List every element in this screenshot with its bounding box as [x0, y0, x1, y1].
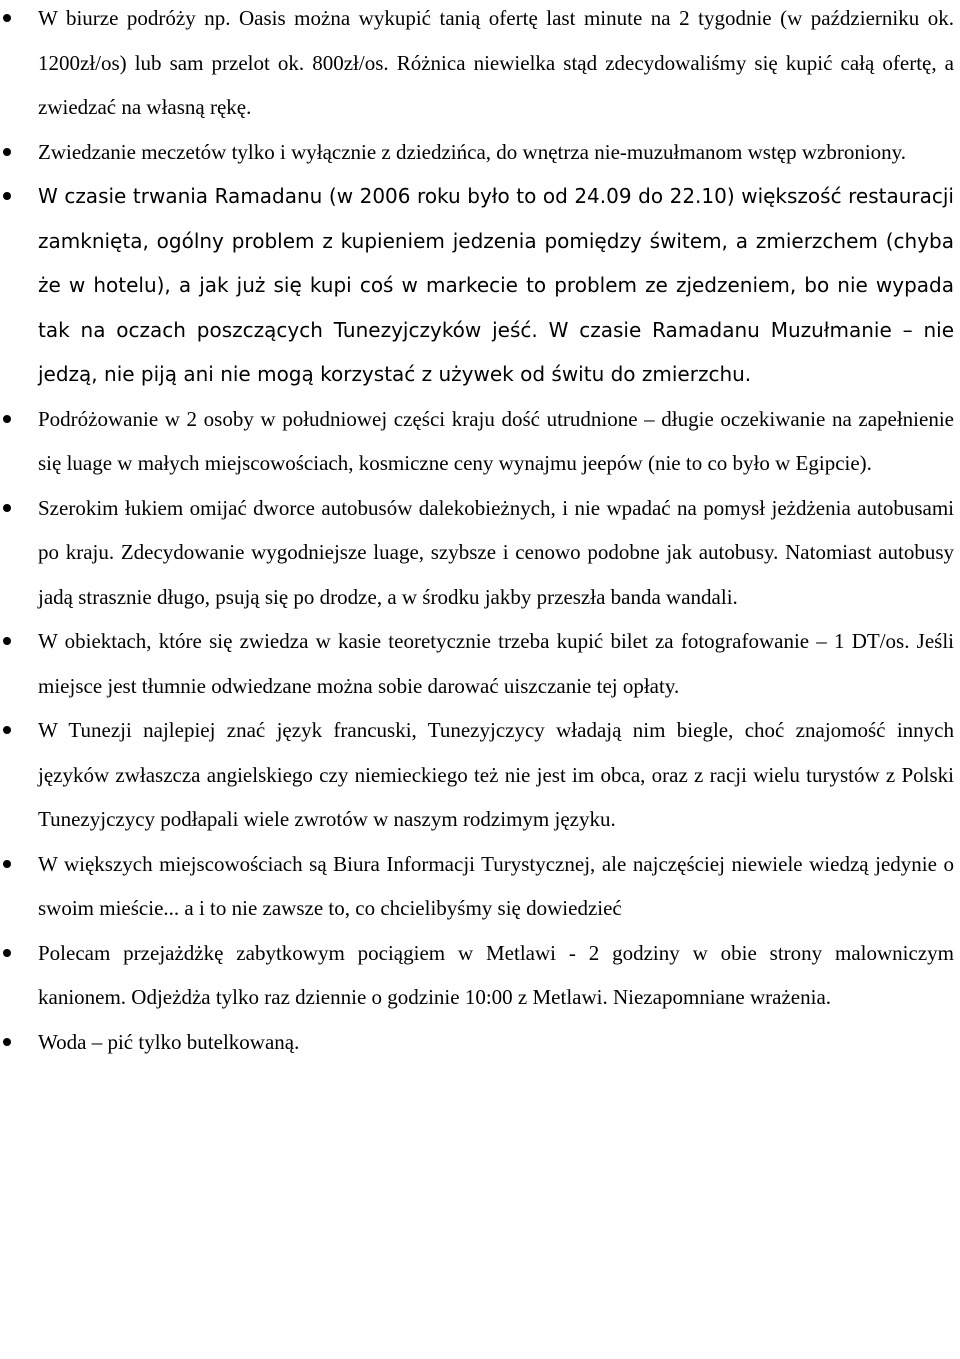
bullet-item-bus-stations: Szerokim łukiem omijać dworce autobusów dalekobieżnych, i nie wpadać na pomysł jeżdżenia autobusami po kraju. Zdecydowanie wygodniejsze luage, szybsze i cenowo podobne jak autobusy. Natomiast autobusy jadą strasznie długo, psują się po drodze, a w środku jakby przeszła banda wandali. [38, 486, 954, 620]
bullet-item-languages: W Tunezji najlepiej znać język francuski, Tunezyjczycy władają nim biegle, choć znajomość innych języków zwłaszcza angielskiego czy niemieckiego też nie jest im obca, oraz z racji wielu turystów z Polski Tunezyjczycy podłapali wiele zwrotów w naszym rodzimym języku. [38, 708, 954, 842]
bullet-item-mosques: Zwiedzanie meczetów tylko i wyłącznie z dziedzińca, do wnętrza nie-muzułmanom wstęp wzbroniony. [38, 130, 954, 175]
bullet-item-metlawi-train: Polecam przejażdżkę zabytkowym pociągiem w Metlawi - 2 godziny w obie strony malowniczym kanionem. Odjeżdża tylko raz dziennie o godzinie 10:00 z Metlawi. Niezapomniane wrażenia. [38, 931, 954, 1020]
bullet-item-travel-south: Podróżowanie w 2 osoby w południowej części kraju dość utrudnione – długie oczekiwanie na zapełnienie się luage w małych miejscowościach, kosmiczne ceny wynajmu jeepów (nie to co było w Egipcie). [38, 397, 954, 486]
bullet-item-ramadan: W czasie trwania Ramadanu (w 2006 roku było to od 24.09 do 22.10) większość restauracji zamknięta, ogólny problem z kupieniem jedzenia pomiędzy świtem, a zmierzchem (chyba że w hotelu), a jak już się kupi coś w markecie to problem ze zjedzeniem, bo nie wypada tak na oczach poszczących Tunezyjczyków jeść. W czasie Ramadanu Muzułmanie – nie jedzą, nie piją ani nie mogą korzystać z używek od świtu do zmierzchu. [38, 174, 954, 397]
bullet-item-photo-fee: W obiektach, które się zwiedza w kasie teoretycznie trzeba kupić bilet za fotografowanie – 1 DT/os. Jeśli miejsce jest tłumnie odwiedzane można sobie darować uiszczanie tej opłaty. [38, 619, 954, 708]
bullet-item-water: Woda – pić tylko butelkowaną. [38, 1020, 954, 1065]
bullet-item-tourist-info: W większych miejscowościach są Biura Informacji Turystycznej, ale najczęściej niewiele wiedzą jedynie o swoim mieście... a i to nie zawsze to, co chcielibyśmy się dowiedzieć [38, 842, 954, 931]
bullet-item-oasis-offer: W biurze podróży np. Oasis można wykupić tanią ofertę last minute na 2 tygodnie (w październiku ok. 1200zł/os) lub sam przelot ok. 800zł/os. Różnica niewielka stąd zdecydowaliśmy się kupić całą ofertę, a zwiedzać na własną rękę. [38, 0, 954, 130]
tips-bullet-list [38, 0, 954, 1064]
